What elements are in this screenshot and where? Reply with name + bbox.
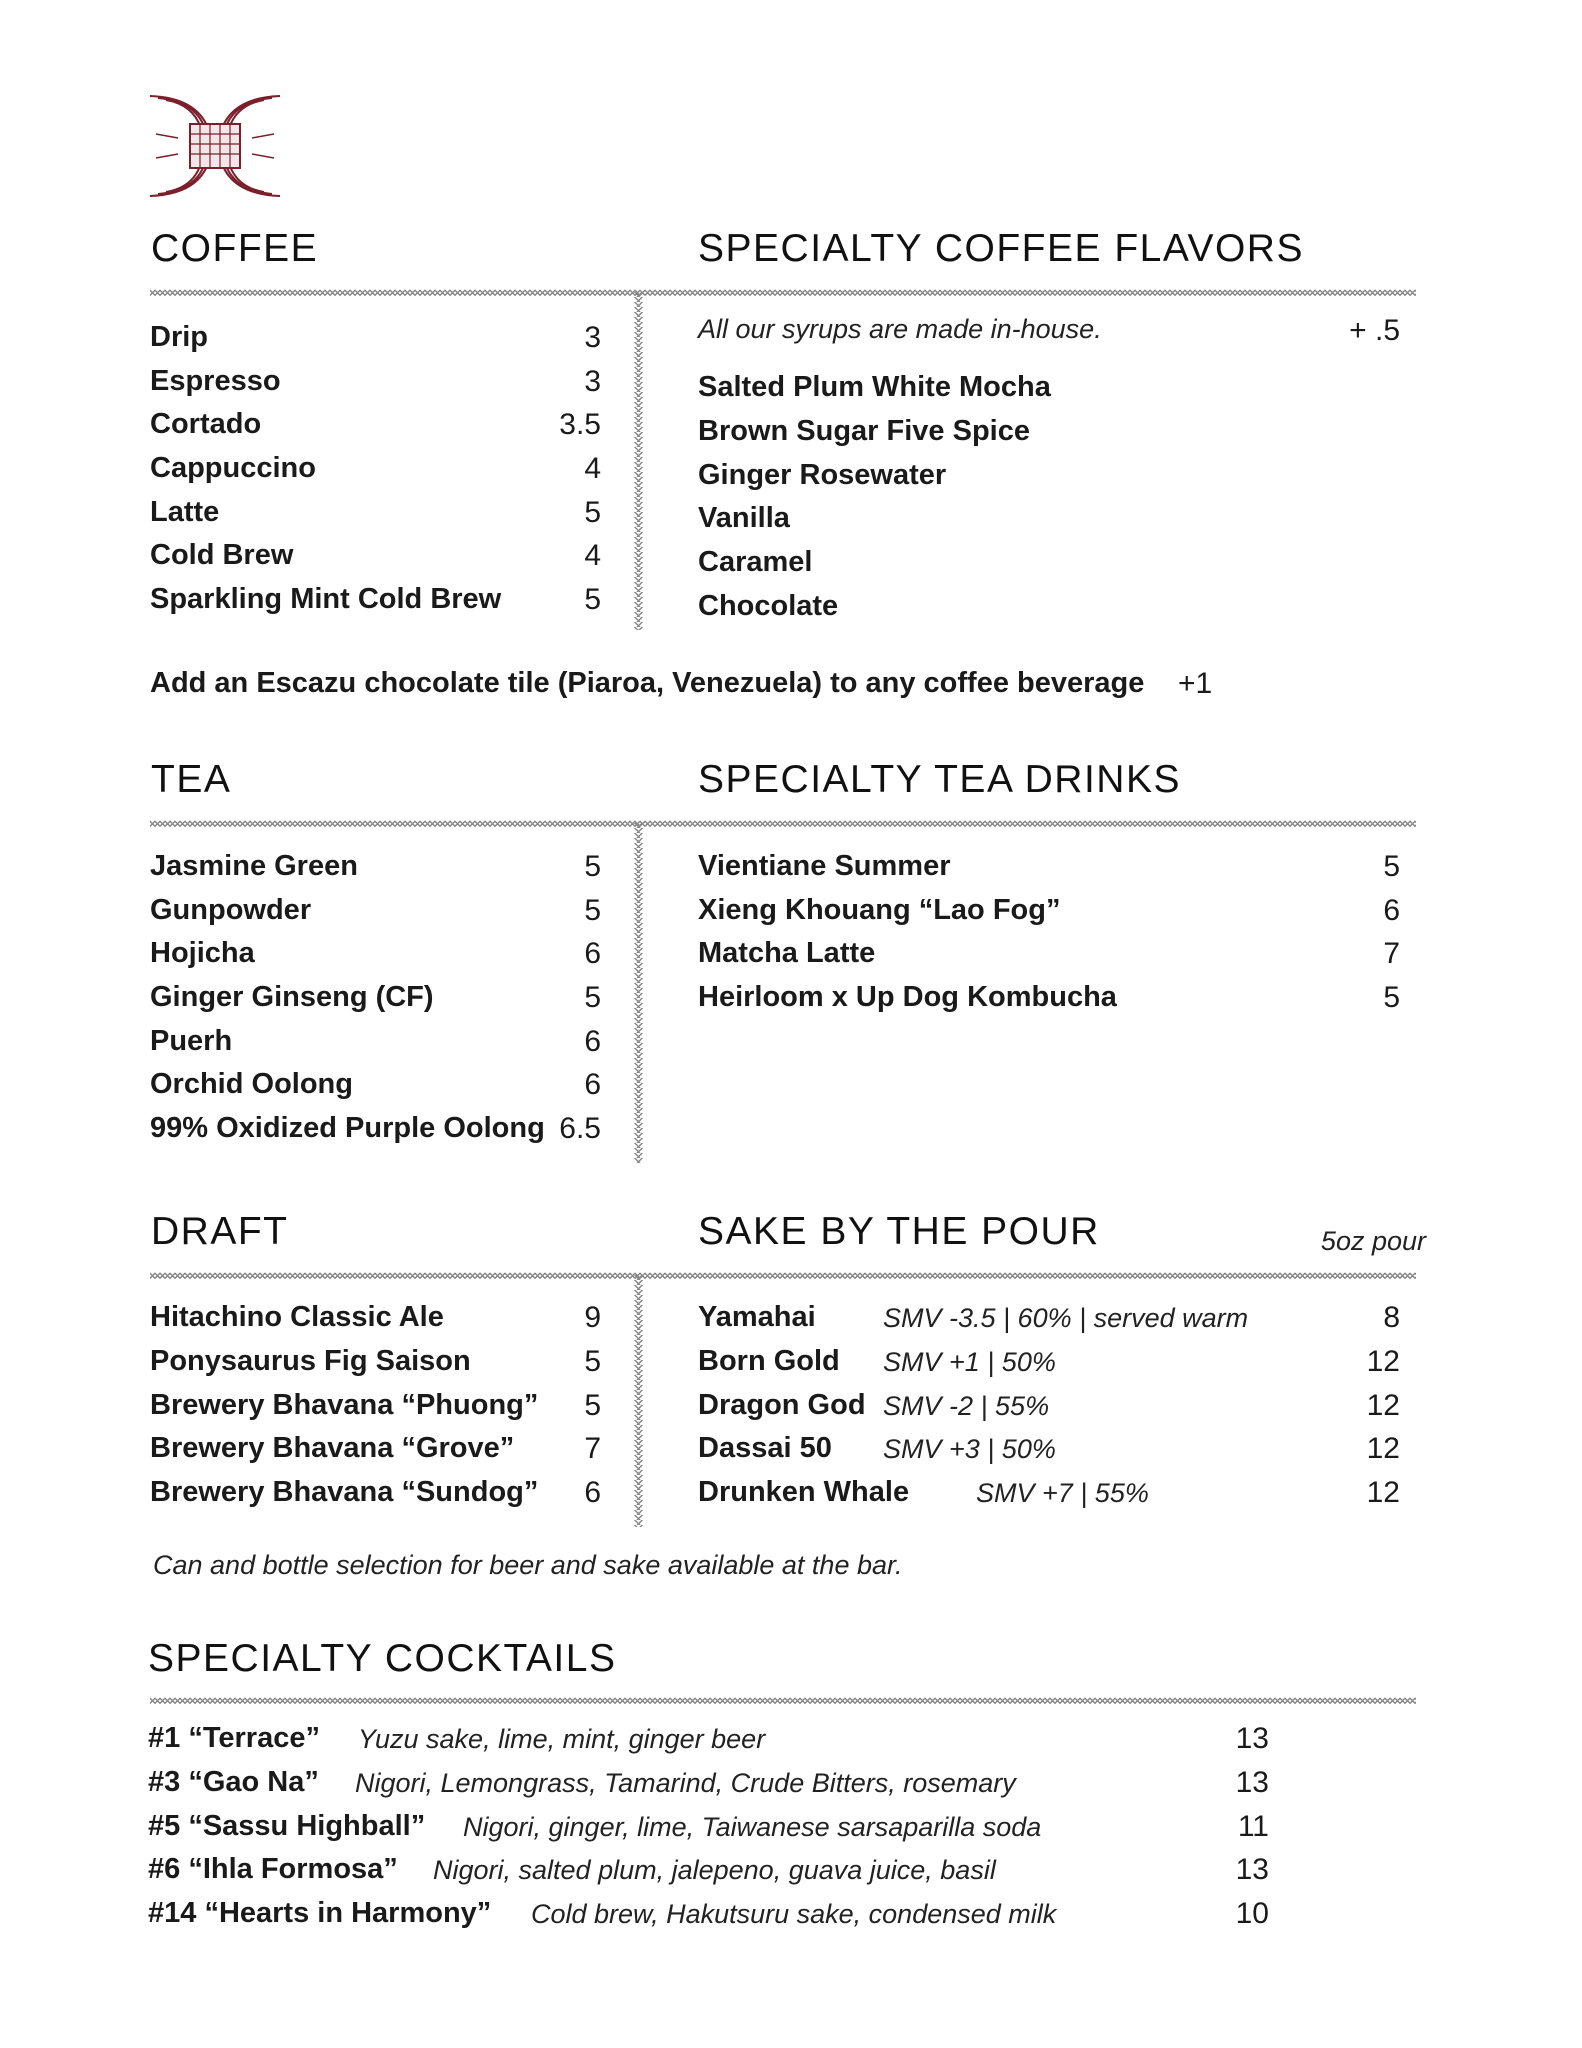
list-item: Xieng Khouang “Lao Fog”: [698, 894, 1061, 926]
list-item: 99% Oxidized Purple Oolong: [150, 1112, 545, 1144]
draft-note: Can and bottle selection for beer and sake available at the bar.: [153, 1550, 903, 1580]
list-item: Yamahai: [698, 1301, 816, 1333]
draft-heading: DRAFT: [151, 1210, 289, 1253]
list-item: Puerh: [150, 1025, 233, 1057]
tea-divider: [150, 818, 1416, 827]
list-item: Drip: [150, 321, 208, 353]
item-price: 5: [584, 1345, 601, 1378]
list-item: Brewery Bhavana “Phuong”: [150, 1389, 539, 1421]
item-price: 6: [584, 1025, 601, 1058]
list-item: Vientiane Summer: [698, 850, 951, 882]
item-price: 7: [584, 1432, 601, 1465]
list-item: Hojicha: [150, 937, 255, 969]
addon-price: +1: [1178, 667, 1213, 700]
list-item: #6 “Ihla Formosa”: [148, 1853, 398, 1885]
item-price: 12: [1366, 1432, 1400, 1465]
flavors-price: + .5: [1349, 314, 1400, 347]
sake-detail: SMV +7 | 55%: [976, 1478, 1149, 1508]
item-price: 7: [1383, 937, 1400, 970]
item-price: 6: [584, 1068, 601, 1101]
cocktails-divider: [150, 1695, 1416, 1704]
list-item: Ponysaurus Fig Saison: [150, 1345, 471, 1377]
item-price: 12: [1366, 1389, 1400, 1422]
list-item: Espresso: [150, 365, 281, 397]
draft-divider: [150, 1270, 1416, 1279]
item-price: 13: [1235, 1722, 1269, 1755]
sake-heading: SAKE BY THE POUR: [698, 1210, 1100, 1253]
list-item: Latte: [150, 496, 220, 528]
tea-heading: TEA: [151, 758, 232, 801]
list-item: Caramel: [698, 546, 813, 578]
coffee-addon: Add an Escazu chocolate tile (Piaroa, Venezuela) to any coffee beverage: [150, 667, 1145, 699]
list-item: Cold Brew: [150, 539, 294, 571]
list-item: Jasmine Green: [150, 850, 358, 882]
list-item: Salted Plum White Mocha: [698, 371, 1051, 403]
list-item: Dassai 50: [698, 1432, 832, 1464]
item-price: 6: [584, 937, 601, 970]
list-item: Brewery Bhavana “Sundog”: [150, 1476, 539, 1508]
item-price: 5: [584, 583, 601, 616]
list-item: Hitachino Classic Ale: [150, 1301, 444, 1333]
item-price: 3: [584, 321, 601, 354]
flavors-heading: SPECIALTY COFFEE FLAVORS: [698, 227, 1304, 270]
item-price: 13: [1235, 1853, 1269, 1886]
cocktail-detail: Cold brew, Hakutsuru sake, condensed milk: [531, 1899, 1057, 1929]
cocktail-detail: Nigori, ginger, lime, Taiwanese sarsaparilla soda: [463, 1812, 1042, 1842]
list-item: #14 “Hearts in Harmony”: [148, 1897, 492, 1929]
coffee-column-divider: [634, 292, 643, 630]
sake-detail: SMV -3.5 | 60% | served warm: [883, 1303, 1249, 1333]
item-price: 8: [1383, 1301, 1400, 1334]
item-price: 4: [584, 539, 601, 572]
draft-column-divider: [634, 1275, 643, 1527]
cocktail-detail: Nigori, salted plum, jalepeno, guava juice, basil: [433, 1855, 996, 1885]
tea-column-divider: [634, 823, 643, 1163]
item-price: 5: [584, 981, 601, 1014]
item-price: 5: [584, 496, 601, 529]
item-price: 3.5: [559, 408, 601, 441]
item-price: 6: [584, 1476, 601, 1509]
list-item: Dragon God: [698, 1389, 866, 1421]
item-price: 5: [584, 894, 601, 927]
item-price: 10: [1235, 1897, 1269, 1930]
list-item: Cappuccino: [150, 452, 316, 484]
list-item: Matcha Latte: [698, 937, 876, 969]
item-price: 5: [584, 850, 601, 883]
sake-detail: SMV +1 | 50%: [883, 1347, 1056, 1377]
item-price: 3: [584, 365, 601, 398]
item-price: 13: [1235, 1766, 1269, 1799]
list-item: Ginger Rosewater: [698, 459, 947, 491]
list-item: Cortado: [150, 408, 262, 440]
list-item: Brown Sugar Five Spice: [698, 415, 1030, 447]
item-price: 12: [1366, 1476, 1400, 1509]
pour-note: 5oz pour: [1320, 1226, 1426, 1256]
cocktail-detail: Yuzu sake, lime, mint, ginger beer: [358, 1724, 766, 1754]
list-item: #1 “Terrace”: [148, 1722, 320, 1754]
list-item: Ginger Ginseng (CF): [150, 981, 434, 1013]
list-item: Drunken Whale: [698, 1476, 910, 1508]
cocktails-heading: SPECIALTY COCKTAILS: [148, 1637, 617, 1680]
sake-detail: SMV -2 | 55%: [883, 1391, 1050, 1421]
list-item: Born Gold: [698, 1345, 840, 1377]
list-item: Heirloom x Up Dog Kombucha: [698, 981, 1117, 1013]
coffee-divider: [150, 287, 1416, 296]
list-item: Orchid Oolong: [150, 1068, 353, 1100]
item-price: 5: [584, 1389, 601, 1422]
list-item: Chocolate: [698, 590, 839, 622]
coffee-heading: COFFEE: [151, 227, 319, 270]
item-price: 5: [1383, 981, 1400, 1014]
item-price: 11: [1237, 1810, 1269, 1843]
heirloom-logo-icon: [148, 94, 282, 198]
item-price: 6: [1383, 894, 1400, 927]
list-item: Gunpowder: [150, 894, 312, 926]
list-item: Sparkling Mint Cold Brew: [150, 583, 502, 615]
list-item: #5 “Sassu Highball”: [148, 1810, 426, 1842]
list-item: Vanilla: [698, 502, 790, 534]
item-price: 5: [1383, 850, 1400, 883]
specialty-tea-heading: SPECIALTY TEA DRINKS: [698, 758, 1181, 801]
item-price: 12: [1366, 1345, 1400, 1378]
item-price: 9: [584, 1301, 601, 1334]
cocktail-detail: Nigori, Lemongrass, Tamarind, Crude Bitters, rosemary: [355, 1768, 1016, 1798]
list-item: Brewery Bhavana “Grove”: [150, 1432, 515, 1464]
sake-detail: SMV +3 | 50%: [883, 1434, 1056, 1464]
item-price: 6.5: [559, 1112, 601, 1145]
item-price: 4: [584, 452, 601, 485]
list-item: #3 “Gao Na”: [148, 1766, 319, 1798]
flavors-note: All our syrups are made in-house.: [698, 314, 1102, 344]
